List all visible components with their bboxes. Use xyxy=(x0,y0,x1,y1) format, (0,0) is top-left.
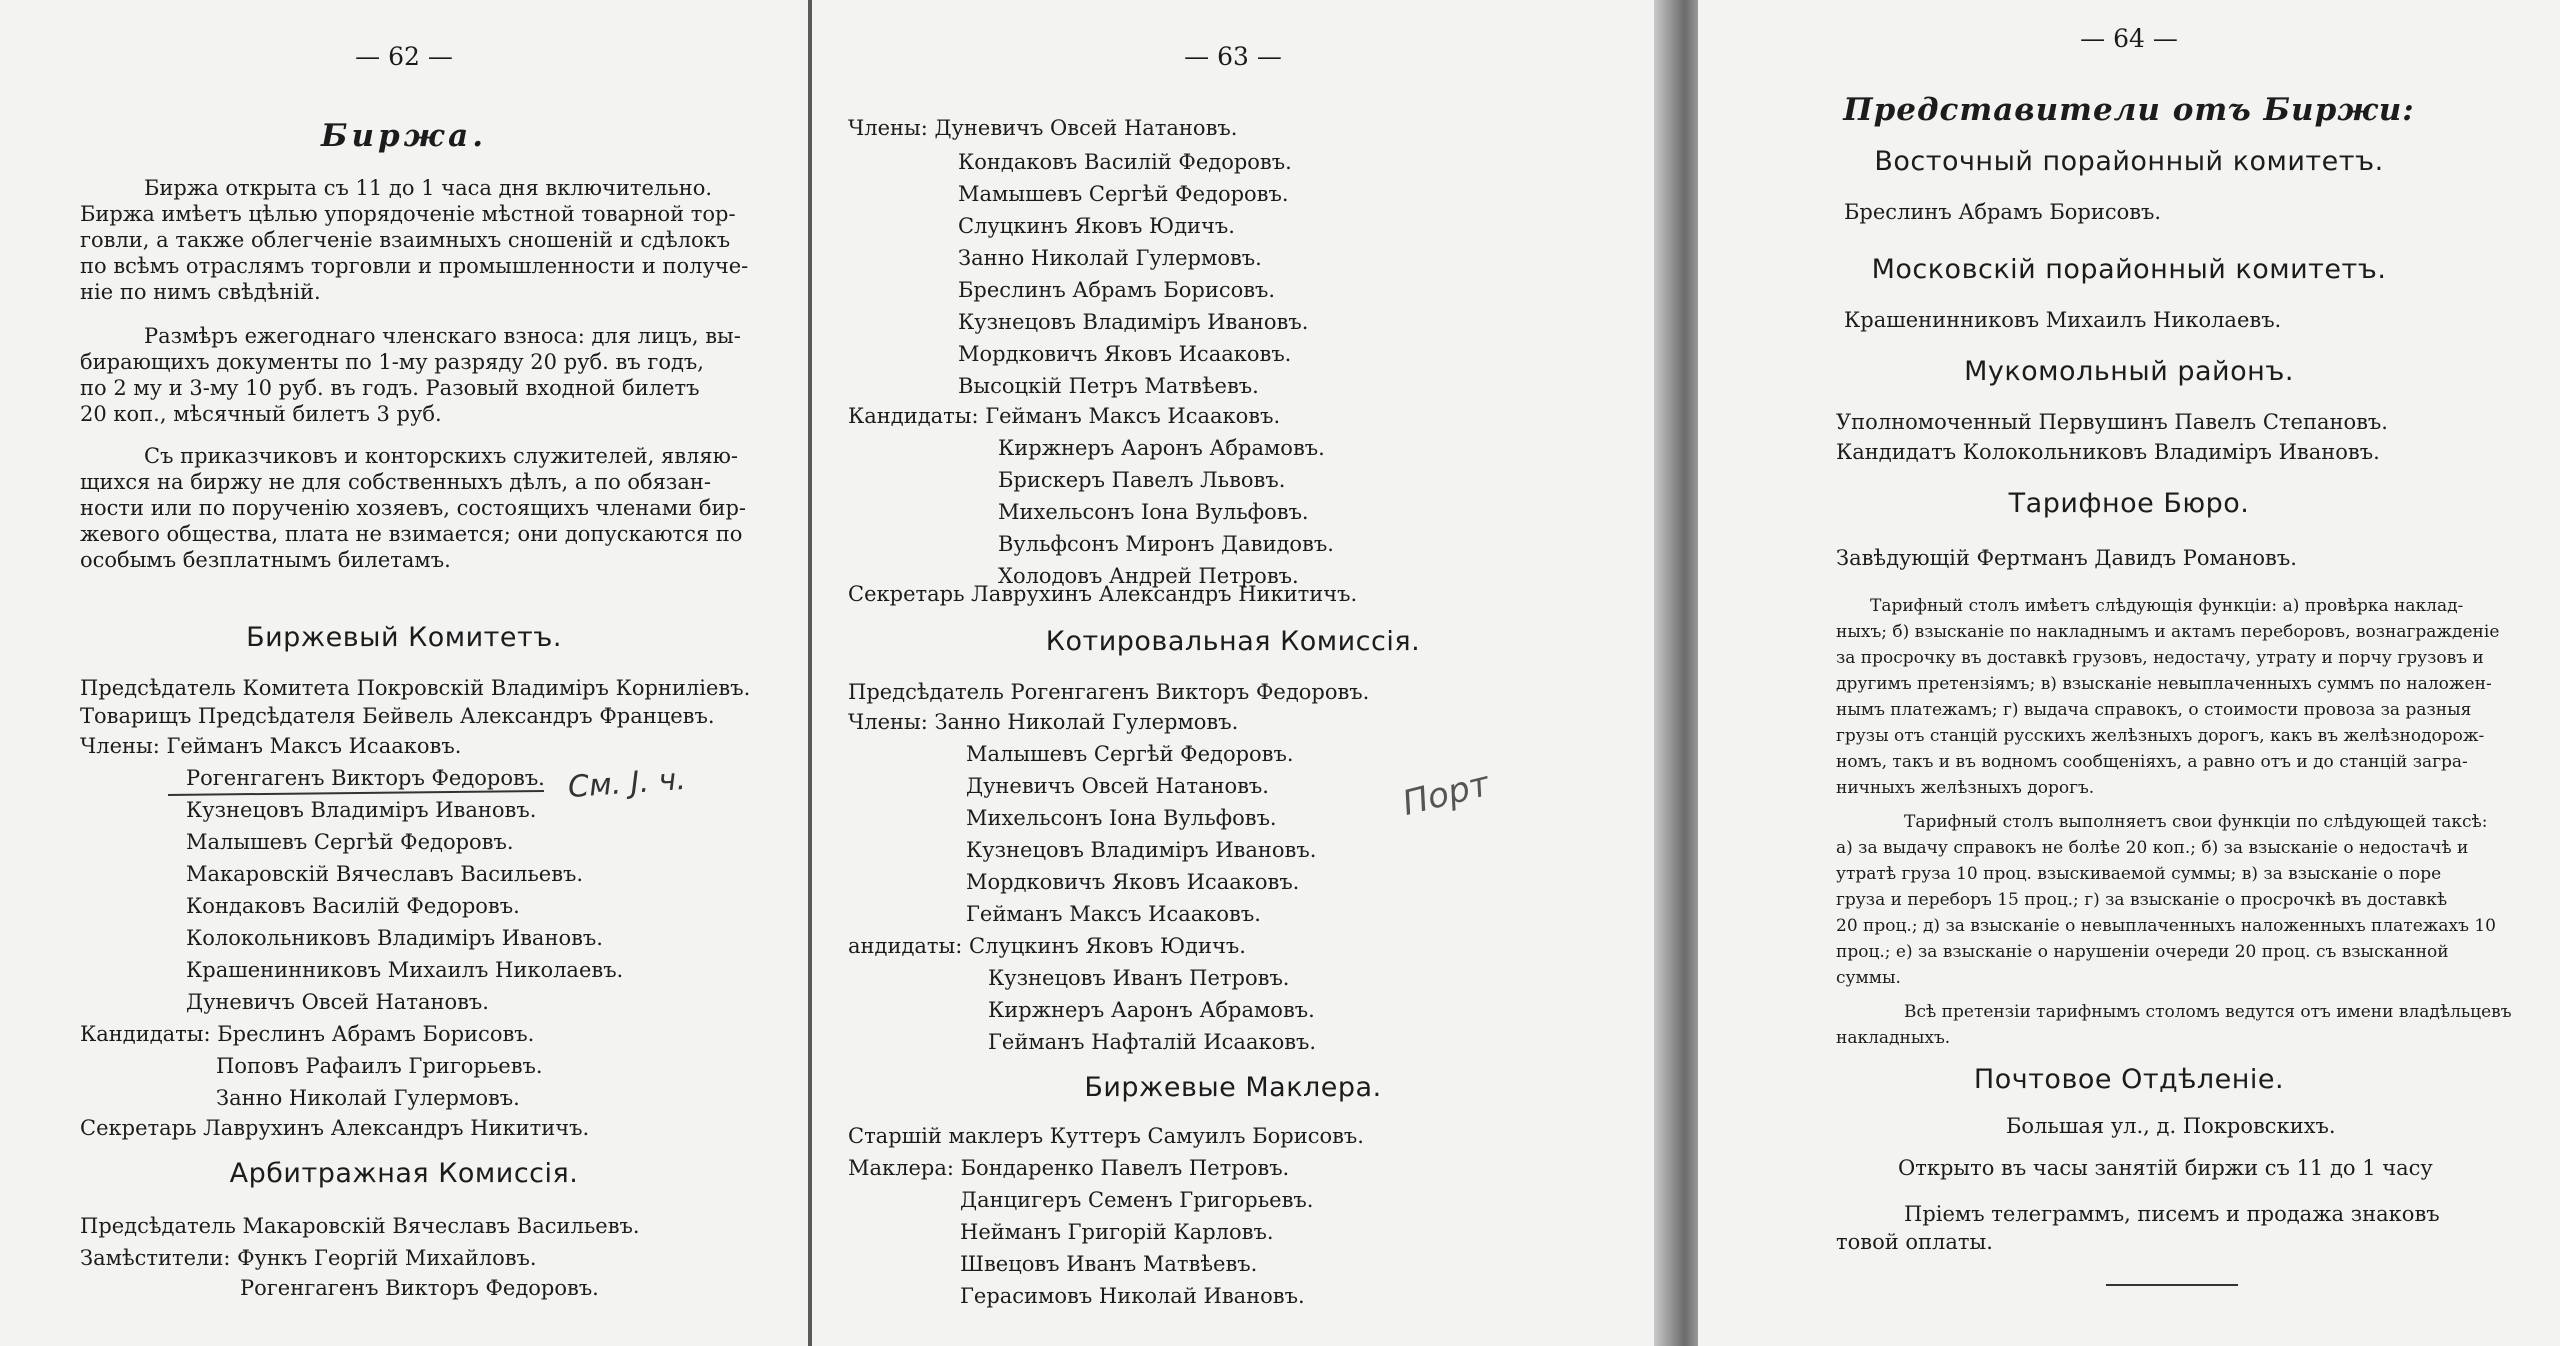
text-line: Биржа открыта съ 11 до 1 часа дня включительно. xyxy=(144,176,713,200)
text-line: Биржа имѣетъ цѣлью упорядоченіе мѣстной товарной тор- xyxy=(80,202,736,226)
page-number: — 63 — xyxy=(1184,42,1282,71)
page-number: — 64 — xyxy=(2080,24,2178,53)
list-item: Вульфсонъ Миронъ Давидовъ. xyxy=(998,532,1334,556)
list-item: андидаты: Слуцкинъ Яковъ Юдичъ. xyxy=(848,934,1246,958)
list-item: Рогенгагенъ Викторъ Федоровъ. xyxy=(186,766,545,790)
text-line: грузы отъ станцій русскихъ желѣзныхъ дорогъ, какъ въ желѣзнодорож- xyxy=(1836,726,2485,746)
section-heading-post: Почтовое Отдѣленіе. xyxy=(1973,1064,2285,1095)
list-item: Высоцкій Петръ Матвѣевъ. xyxy=(958,374,1259,398)
list-item: Кондаковъ Василій Федоровъ. xyxy=(186,894,520,918)
list-item: Замѣстители: Функъ Георгій Михайловъ. xyxy=(80,1246,537,1270)
list-item: Кузнецовъ Владиміръ Ивановъ. xyxy=(966,838,1317,862)
list-item: Бреслинъ Абрамъ Борисовъ. xyxy=(958,278,1276,302)
list-item: Рогенгагенъ Викторъ Федоровъ. xyxy=(240,1276,599,1300)
list-item: Кузнецовъ Владиміръ Ивановъ. xyxy=(186,798,537,822)
text-line: говли, а также облегченіе взаимныхъ сношеній и сдѣлокъ xyxy=(80,228,731,252)
list-item: Кузнецовъ Владиміръ Ивановъ. xyxy=(958,310,1309,334)
pen-underline xyxy=(168,790,544,796)
list-item: Кондаковъ Василій Федоровъ. xyxy=(958,150,1292,174)
list-item: Швецовъ Иванъ Матвѣевъ. xyxy=(960,1252,1258,1276)
text-line: проц.; е) за взысканіе о нарушеніи очереди 20 проц. съ взысканной xyxy=(1836,942,2449,962)
section-heading-quotation: Котировальная Комиссія. xyxy=(1045,626,1421,657)
list-item: Киржнеръ Ааронъ Абрамовъ. xyxy=(988,998,1315,1022)
section-heading-brokers: Биржевые Маклера. xyxy=(1084,1072,1382,1103)
section-heading-committee: Биржевый Комитетъ. xyxy=(246,622,562,653)
section-heading-moscow: Московскій порайонный комитетъ. xyxy=(1871,254,2387,285)
section-heading-mill: Мукомольный районъ. xyxy=(1964,356,2294,387)
text-line: щихся на биржу не для собственныхъ дѣлъ, а по обязан- xyxy=(80,470,711,494)
list-item: Занно Николай Гулермовъ. xyxy=(958,246,1262,270)
page-number: — 62 — xyxy=(355,42,453,71)
list-item: Члены: Гейманъ Максъ Исааковъ. xyxy=(80,734,462,758)
text-line: Тарифный столъ выполняетъ свои функціи по слѣдующей таксѣ: xyxy=(1904,812,2488,832)
list-item: товой оплаты. xyxy=(1836,1230,1993,1254)
text-line: а) за выдачу справокъ не болѣе 20 коп.; б) за взысканіе о недостачѣ и xyxy=(1836,838,2469,858)
list-item: Гейманъ Максъ Исааковъ. xyxy=(966,902,1261,926)
section-heading-east: Восточный порайонный комитетъ. xyxy=(1874,146,2384,177)
text-line: Размѣръ ежегоднаго членскаго взноса: для лицъ, вы- xyxy=(144,324,741,348)
section-heading-tariff: Тарифное Бюро. xyxy=(2008,488,2250,519)
list-item: Завѣдующій Фертманъ Давидъ Романовъ. xyxy=(1836,546,2297,570)
list-item: Члены: Дуневичъ Овсей Натановъ. xyxy=(848,116,1238,140)
list-item: Предсѣдатель Рогенгагенъ Викторъ Федоровъ. xyxy=(848,680,1370,704)
list-item: Крашенинниковъ Михаилъ Николаевъ. xyxy=(1844,308,2282,332)
list-item: Дуневичъ Овсей Натановъ. xyxy=(966,774,1269,798)
text-line: другимъ претензіямъ; в) взысканіе невыплаченныхъ суммъ по наложен- xyxy=(1836,674,2492,694)
list-item: Секретарь Лаврухинъ Александръ Никитичъ. xyxy=(848,582,1358,606)
page-gutter xyxy=(1654,0,1698,1346)
list-item: Малышевъ Сергѣй Федоровъ. xyxy=(966,742,1294,766)
handwritten-note: Порт xyxy=(1398,763,1494,825)
text-line: нымъ платежамъ; г) выдача справокъ, о стоимости провоза за разныя xyxy=(1836,700,2472,720)
list-item: Мордковичъ Яковъ Исааковъ. xyxy=(958,342,1292,366)
list-item: Члены: Занно Николай Гулермовъ. xyxy=(848,710,1239,734)
list-item: Секретарь Лаврухинъ Александръ Никитичъ. xyxy=(80,1116,590,1140)
text-line: по 2 му и 3-му 10 руб. въ годъ. Разовый входной билетъ xyxy=(80,376,700,400)
list-item: Мамышевъ Сергѣй Федоровъ. xyxy=(958,182,1289,206)
list-item: Бреслинъ Абрамъ Борисовъ. xyxy=(1844,200,2162,224)
text-line: 20 проц.; д) за взысканіе о невыплаченныхъ наложенныхъ платежахъ 10 xyxy=(1836,916,2496,936)
list-item: Поповъ Рафаилъ Григорьевъ. xyxy=(216,1054,543,1078)
text-line: номъ, такъ и въ водномъ сообщеніяхъ, а равно отъ и до станцій загра- xyxy=(1836,752,2468,772)
text-line: бирающихъ документы по 1-му разряду 20 руб. въ годъ, xyxy=(80,350,704,374)
list-item: Маклера: Бондаренко Павелъ Петровъ. xyxy=(848,1156,1290,1180)
page-63 xyxy=(812,0,1654,1346)
list-item: Кандидатъ Колокольниковъ Владиміръ Ивановъ. xyxy=(1836,440,2380,464)
text-line: ныхъ; б) взысканіе по накладнымъ и актамъ переборовъ, вознагражденіе xyxy=(1836,622,2500,642)
list-item: Слуцкинъ Яковъ Юдичъ. xyxy=(958,214,1235,238)
text-line: за просрочку въ доставкѣ грузовъ, недостачу, утрату и порчу грузовъ и xyxy=(1836,648,2484,668)
text-line: груза и переборъ 15 проц.; г) за взысканіе о просрочкѣ въ доставкѣ xyxy=(1836,890,2448,910)
text-line: жевого общества, плата не взимается; они допускаются по xyxy=(80,522,743,546)
text-line: ніе по нимъ свѣдѣній. xyxy=(80,280,321,304)
text-line: ности или по порученію хозяевъ, состоящихъ членами бир- xyxy=(80,496,747,520)
list-item: Герасимовъ Николай Ивановъ. xyxy=(960,1284,1305,1308)
list-item: Предсѣдатель Комитета Покровскій Владиміръ Корниліевъ. xyxy=(80,676,751,700)
text-line: утратѣ груза 10 проц. взыскиваемой суммы; в) за взысканіе о поре xyxy=(1836,864,2442,884)
page-62 xyxy=(0,0,808,1346)
page-title: Представители отъ Биржи: xyxy=(1843,92,2415,128)
list-item: Кузнецовъ Иванъ Петровъ. xyxy=(988,966,1290,990)
list-item: Дуневичъ Овсей Натановъ. xyxy=(186,990,489,1014)
list-item: Брискеръ Павелъ Львовъ. xyxy=(998,468,1286,492)
list-item: Гейманъ Нафталій Исааковъ. xyxy=(988,1030,1317,1054)
section-heading-arbitration: Арбитражная Комиссія. xyxy=(229,1158,579,1189)
list-item: Михельсонъ Іона Вульфовъ. xyxy=(966,806,1277,830)
text-line: накладныхъ. xyxy=(1836,1028,1951,1048)
text-line: особымъ безплатнымъ билетамъ. xyxy=(80,548,451,572)
list-item: Старшій маклеръ Куттеръ Самуилъ Борисовъ. xyxy=(848,1124,1364,1148)
text-line: суммы. xyxy=(1836,968,1901,988)
list-item: Кандидаты: Бреслинъ Абрамъ Борисовъ. xyxy=(80,1022,535,1046)
list-item: Малышевъ Сергѣй Федоровъ. xyxy=(186,830,514,854)
list-item: Кандидаты: Гейманъ Максъ Исааковъ. xyxy=(848,404,1281,428)
list-item: Занно Николай Гулермовъ. xyxy=(216,1086,520,1110)
list-item: Холодовъ Андрей Петровъ. xyxy=(998,564,1299,588)
list-item: Предсѣдатель Макаровскій Вячеславъ Васильевъ. xyxy=(80,1214,640,1238)
list-item: Пріемъ телеграммъ, писемъ и продажа знаковъ xyxy=(1904,1202,2440,1226)
list-item: Михельсонъ Іона Вульфовъ. xyxy=(998,500,1309,524)
list-item: Мордковичъ Яковъ Исааковъ. xyxy=(966,870,1300,894)
text-line: Тарифный столъ имѣетъ слѣдующія функціи: а) провѣрка наклад- xyxy=(1870,596,2464,616)
list-item: Уполномоченный Первушинъ Павелъ Степановъ. xyxy=(1836,410,2388,434)
text-line: Всѣ претензіи тарифнымъ столомъ ведутся отъ имени владѣльцевъ xyxy=(1904,1002,2512,1022)
text-line: 20 коп., мѣсячный билетъ 3 руб. xyxy=(80,402,442,426)
page-64 xyxy=(1698,0,2560,1346)
list-item: Товарищъ Предсѣдателя Бейвель Александръ Францевъ. xyxy=(80,704,715,728)
page-title: Биржа. xyxy=(320,118,488,154)
list-item: Большая ул., д. Покровскихъ. xyxy=(2006,1114,2336,1138)
list-item: Данцигеръ Семенъ Григорьевъ. xyxy=(960,1188,1314,1212)
list-item: Крашенинниковъ Михаилъ Николаевъ. xyxy=(186,958,624,982)
text-line: ничныхъ желѣзныхъ дорогъ. xyxy=(1836,778,2095,798)
handwritten-note: См. J. ч. xyxy=(566,761,687,806)
list-item: Макаровскій Вячеславъ Васильевъ. xyxy=(186,862,584,886)
list-item: Колокольниковъ Владиміръ Ивановъ. xyxy=(186,926,603,950)
text-line: Съ приказчиковъ и конторскихъ служителей, являю- xyxy=(144,444,739,468)
closing-rule xyxy=(2106,1284,2238,1286)
list-item: Открыто въ часы занятій биржи съ 11 до 1 часу xyxy=(1898,1156,2433,1180)
list-item: Киржнеръ Ааронъ Абрамовъ. xyxy=(998,436,1325,460)
list-item: Нейманъ Григорій Карловъ. xyxy=(960,1220,1274,1244)
text-line: по всѣмъ отраслямъ торговли и промышленности и получе- xyxy=(80,254,749,278)
